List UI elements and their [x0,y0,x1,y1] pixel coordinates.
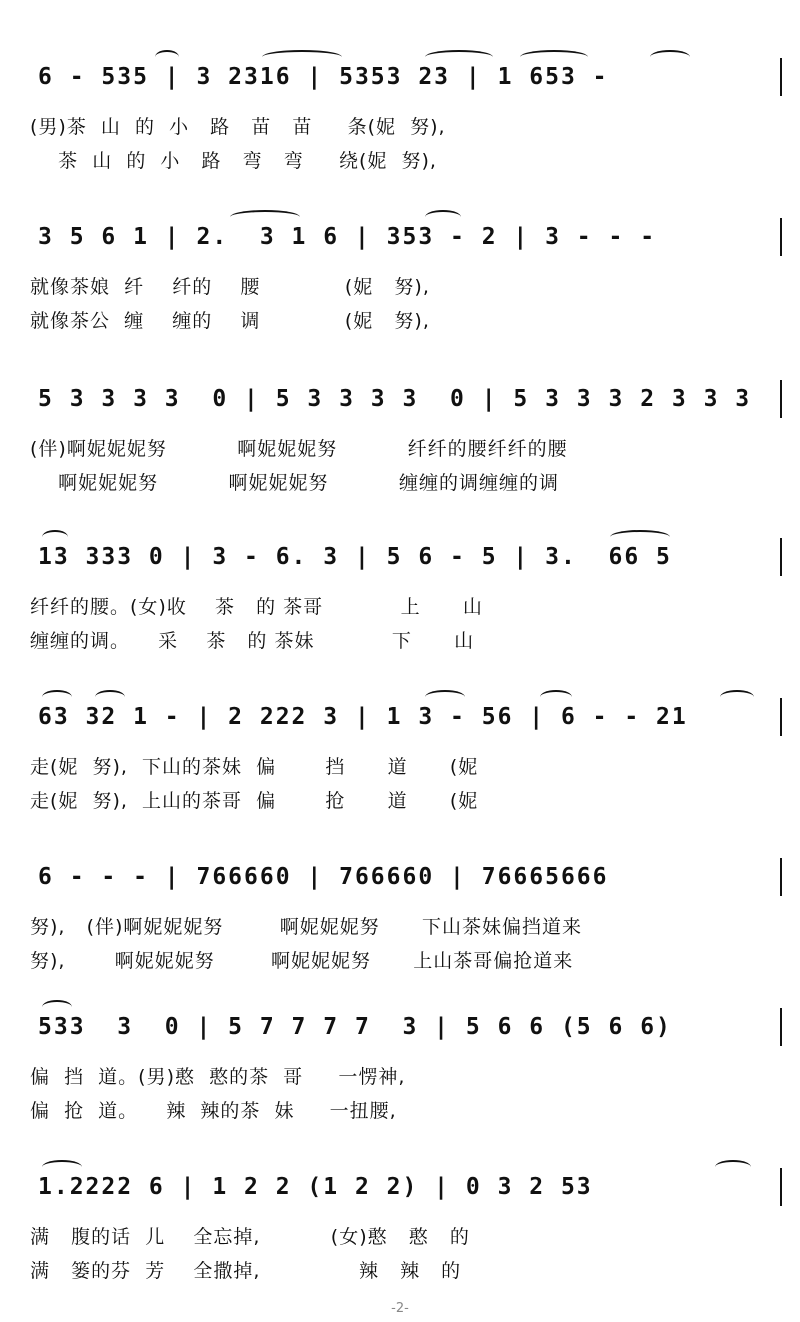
slur [425,210,461,224]
lyric-verse-1: (伴)啊妮妮妮努 啊妮妮妮努 纤纤的腰纤纤的腰 [30,438,568,460]
slur [720,690,754,704]
slur [610,530,670,544]
lyric-verse-2: 啊妮妮妮努 啊妮妮妮努 缠缠的调缠缠的调 [30,472,559,494]
slur [42,690,72,704]
barline [780,58,782,96]
slur [262,50,342,64]
notation-text: 5 3 3 3 3 0 | 5 3 3 3 3 0 | 5 3 3 3 2 3 3 3 [38,386,752,412]
lyric-verse-2: 茶 山 的 小 路 弯 弯 绕(妮 努), [30,150,437,172]
notation-text: 533 3 0 | 5 7 7 7 7 3 | 5 6 6 (5 6 6) [38,1014,672,1040]
lyric-verse-2: 满 篓的芬 芳 全撒掉, 辣 辣 的 [30,1260,462,1282]
notation-row [0,210,800,250]
barline [780,538,782,576]
barline [780,380,782,418]
lyric-verse-1: 纤纤的腰。(女)收 茶 的 茶哥 上 山 [30,596,483,618]
barline [780,1168,782,1206]
lyric-verse-2: 就像茶公 缠 缠的 调 (妮 努), [30,310,430,332]
page-number: -2- [391,1301,409,1316]
barline [780,1008,782,1046]
notation-row [0,50,800,90]
notation-text: 3 5 6 1 | 2. 3 1 6 | 353 - 2 | 3 - - - [38,224,657,250]
barline [780,698,782,736]
notation-text: 63 32 1 - | 2 222 3 | 1 3 - 56 | 6 - - 21 [38,704,688,730]
notation-text: 6 - 535 | 3 2316 | 5353 23 | 1 653 - [38,64,609,90]
slur [42,1000,72,1014]
barline [780,218,782,256]
notation-row [0,372,800,412]
notation-row [0,690,800,730]
slur [42,530,68,544]
slur [230,210,300,224]
notation-text: 13 333 0 | 3 - 6. 3 | 5 6 - 5 | 3. 66 5 [38,544,672,570]
lyric-verse-1: 走(妮 努), 下山的茶妹 偏 挡 道 (妮 [30,756,479,778]
slur [520,50,588,64]
slur [42,1160,82,1174]
lyric-verse-1: 努), (伴)啊妮妮妮努 啊妮妮妮努 下山茶妹偏挡道来 [30,916,582,938]
lyric-verse-1: (男)茶 山 的 小 路 苗 苗 条(妮 努), [30,116,446,138]
slur [540,690,572,704]
slur [95,690,125,704]
lyric-verse-2: 走(妮 努), 上山的茶哥 偏 抢 道 (妮 [30,790,479,812]
slur [425,690,465,704]
lyric-verse-1: 就像茶娘 纤 纤的 腰 (妮 努), [30,276,430,298]
barline [780,858,782,896]
lyric-verse-1: 偏 挡 道。(男)憨 憨的茶 哥 一愣神, [30,1066,406,1088]
notation-text: 6 - - - | 766660 | 766660 | 76665666 [38,864,609,890]
slur [715,1160,751,1174]
notation-row [0,850,800,890]
slur [155,50,179,64]
notation-text: 1.2222 6 | 1 2 2 (1 2 2) | 0 3 2 53 [38,1174,593,1200]
slur [425,50,493,64]
notation-row [0,1160,800,1200]
lyric-verse-2: 缠缠的调。 采 茶 的 茶妹 下 山 [30,630,475,652]
lyric-verse-1: 满 腹的话 儿 全忘掉, (女)憨 憨 的 [30,1226,470,1248]
slur [650,50,690,64]
notation-row [0,1000,800,1040]
notation-row [0,530,800,570]
lyric-verse-2: 努), 啊妮妮妮努 啊妮妮妮努 上山茶哥偏抢道来 [30,950,574,972]
lyric-verse-2: 偏 抢 道。 辣 辣的茶 妹 一扭腰, [30,1100,397,1122]
